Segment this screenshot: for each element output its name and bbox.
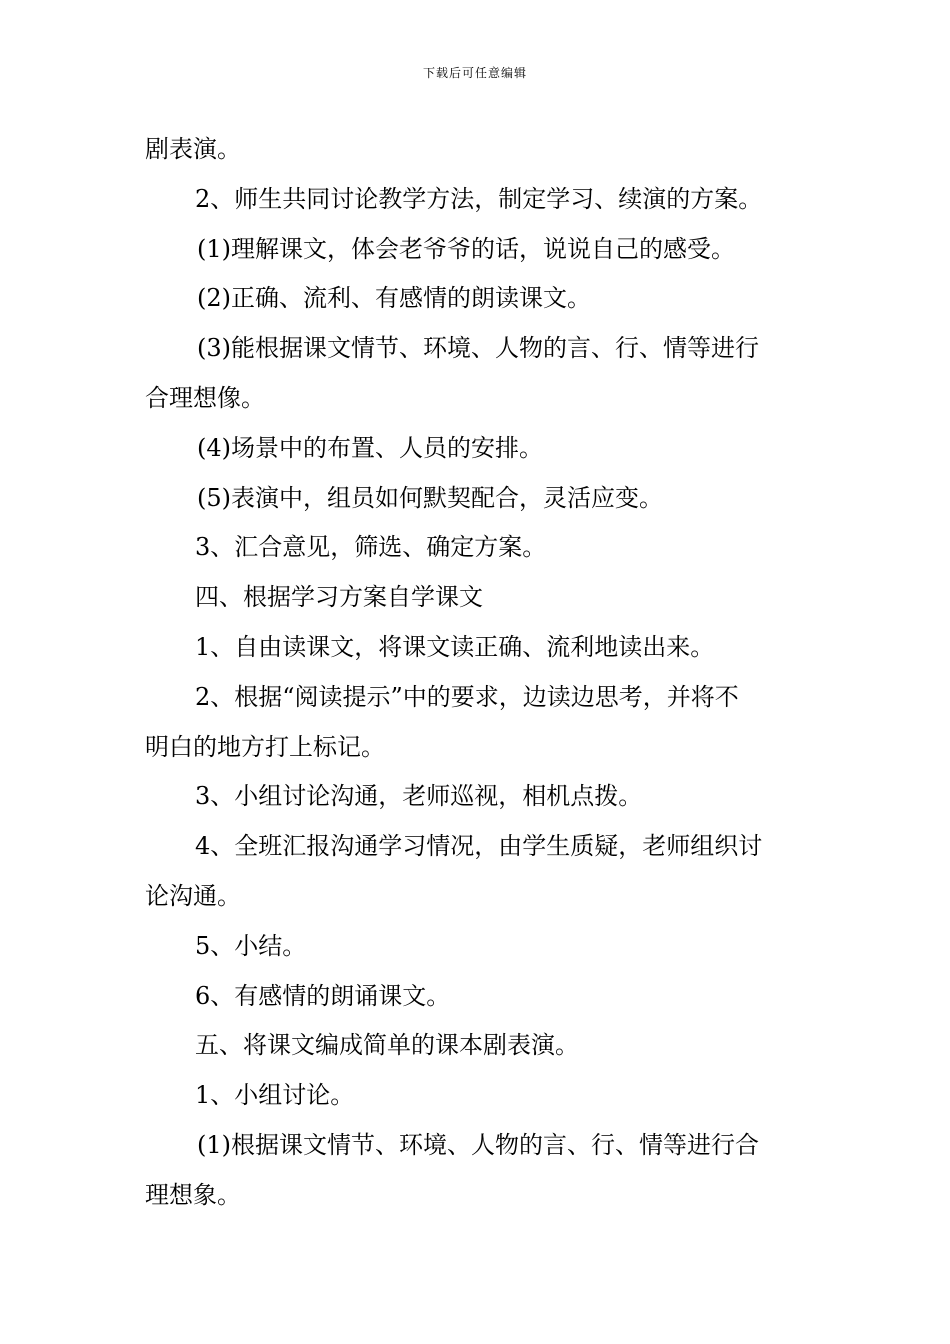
text-line: (2)正确、流利、有感情的朗读课文。 [197,284,591,313]
section-heading: 五、将课文编成简单的课本剧表演。 [195,1031,579,1060]
text-line: 理想象。 [145,1180,241,1209]
text-line: 5、小结。 [195,931,307,960]
text-line: 4、全班汇报沟通学习情况，由学生质疑，老师组织讨 [195,832,763,861]
text-line: 论沟通。 [145,881,241,910]
text-line: (1)根据课文情节、环境、人物的言、行、情等进行合 [197,1130,759,1159]
text-line: 2、师生共同讨论教学方法，制定学习、续演的方案。 [195,184,763,213]
text-line: 剧表演。 [145,135,241,163]
page-header: 下载后可任意编辑 [422,66,527,80]
text-line: 合理想像。 [145,383,265,412]
document-body [145,125,810,1221]
text-line: 3、小组讨论沟通，老师巡视，相机点拨。 [195,782,643,811]
text-line: (4)场景中的布置、人员的安排。 [197,433,543,462]
text-line: 明白的地方打上标记。 [145,732,385,761]
text-line: 2、根据“阅读提示”中的要求，边读边思考，并将不 [195,682,739,711]
text-line: 6、有感情的朗诵课文。 [195,981,451,1010]
text-line: 1、自由读课文，将课文读正确、流利地读出来。 [195,632,715,661]
text-line: 3、汇合意见，筛选、确定方案。 [195,533,547,562]
text-line: (5)表演中，组员如何默契配合，灵活应变。 [197,483,663,512]
text-line: 1、小组讨论。 [195,1081,355,1110]
text-line: (1)理解课文，体会老爷爷的话，说说自己的感受。 [197,234,735,263]
text-line: (3)能根据课文情节、环境、人物的言、行、情等进行 [197,334,759,363]
section-heading: 四、根据学习方案自学课文 [195,583,483,612]
